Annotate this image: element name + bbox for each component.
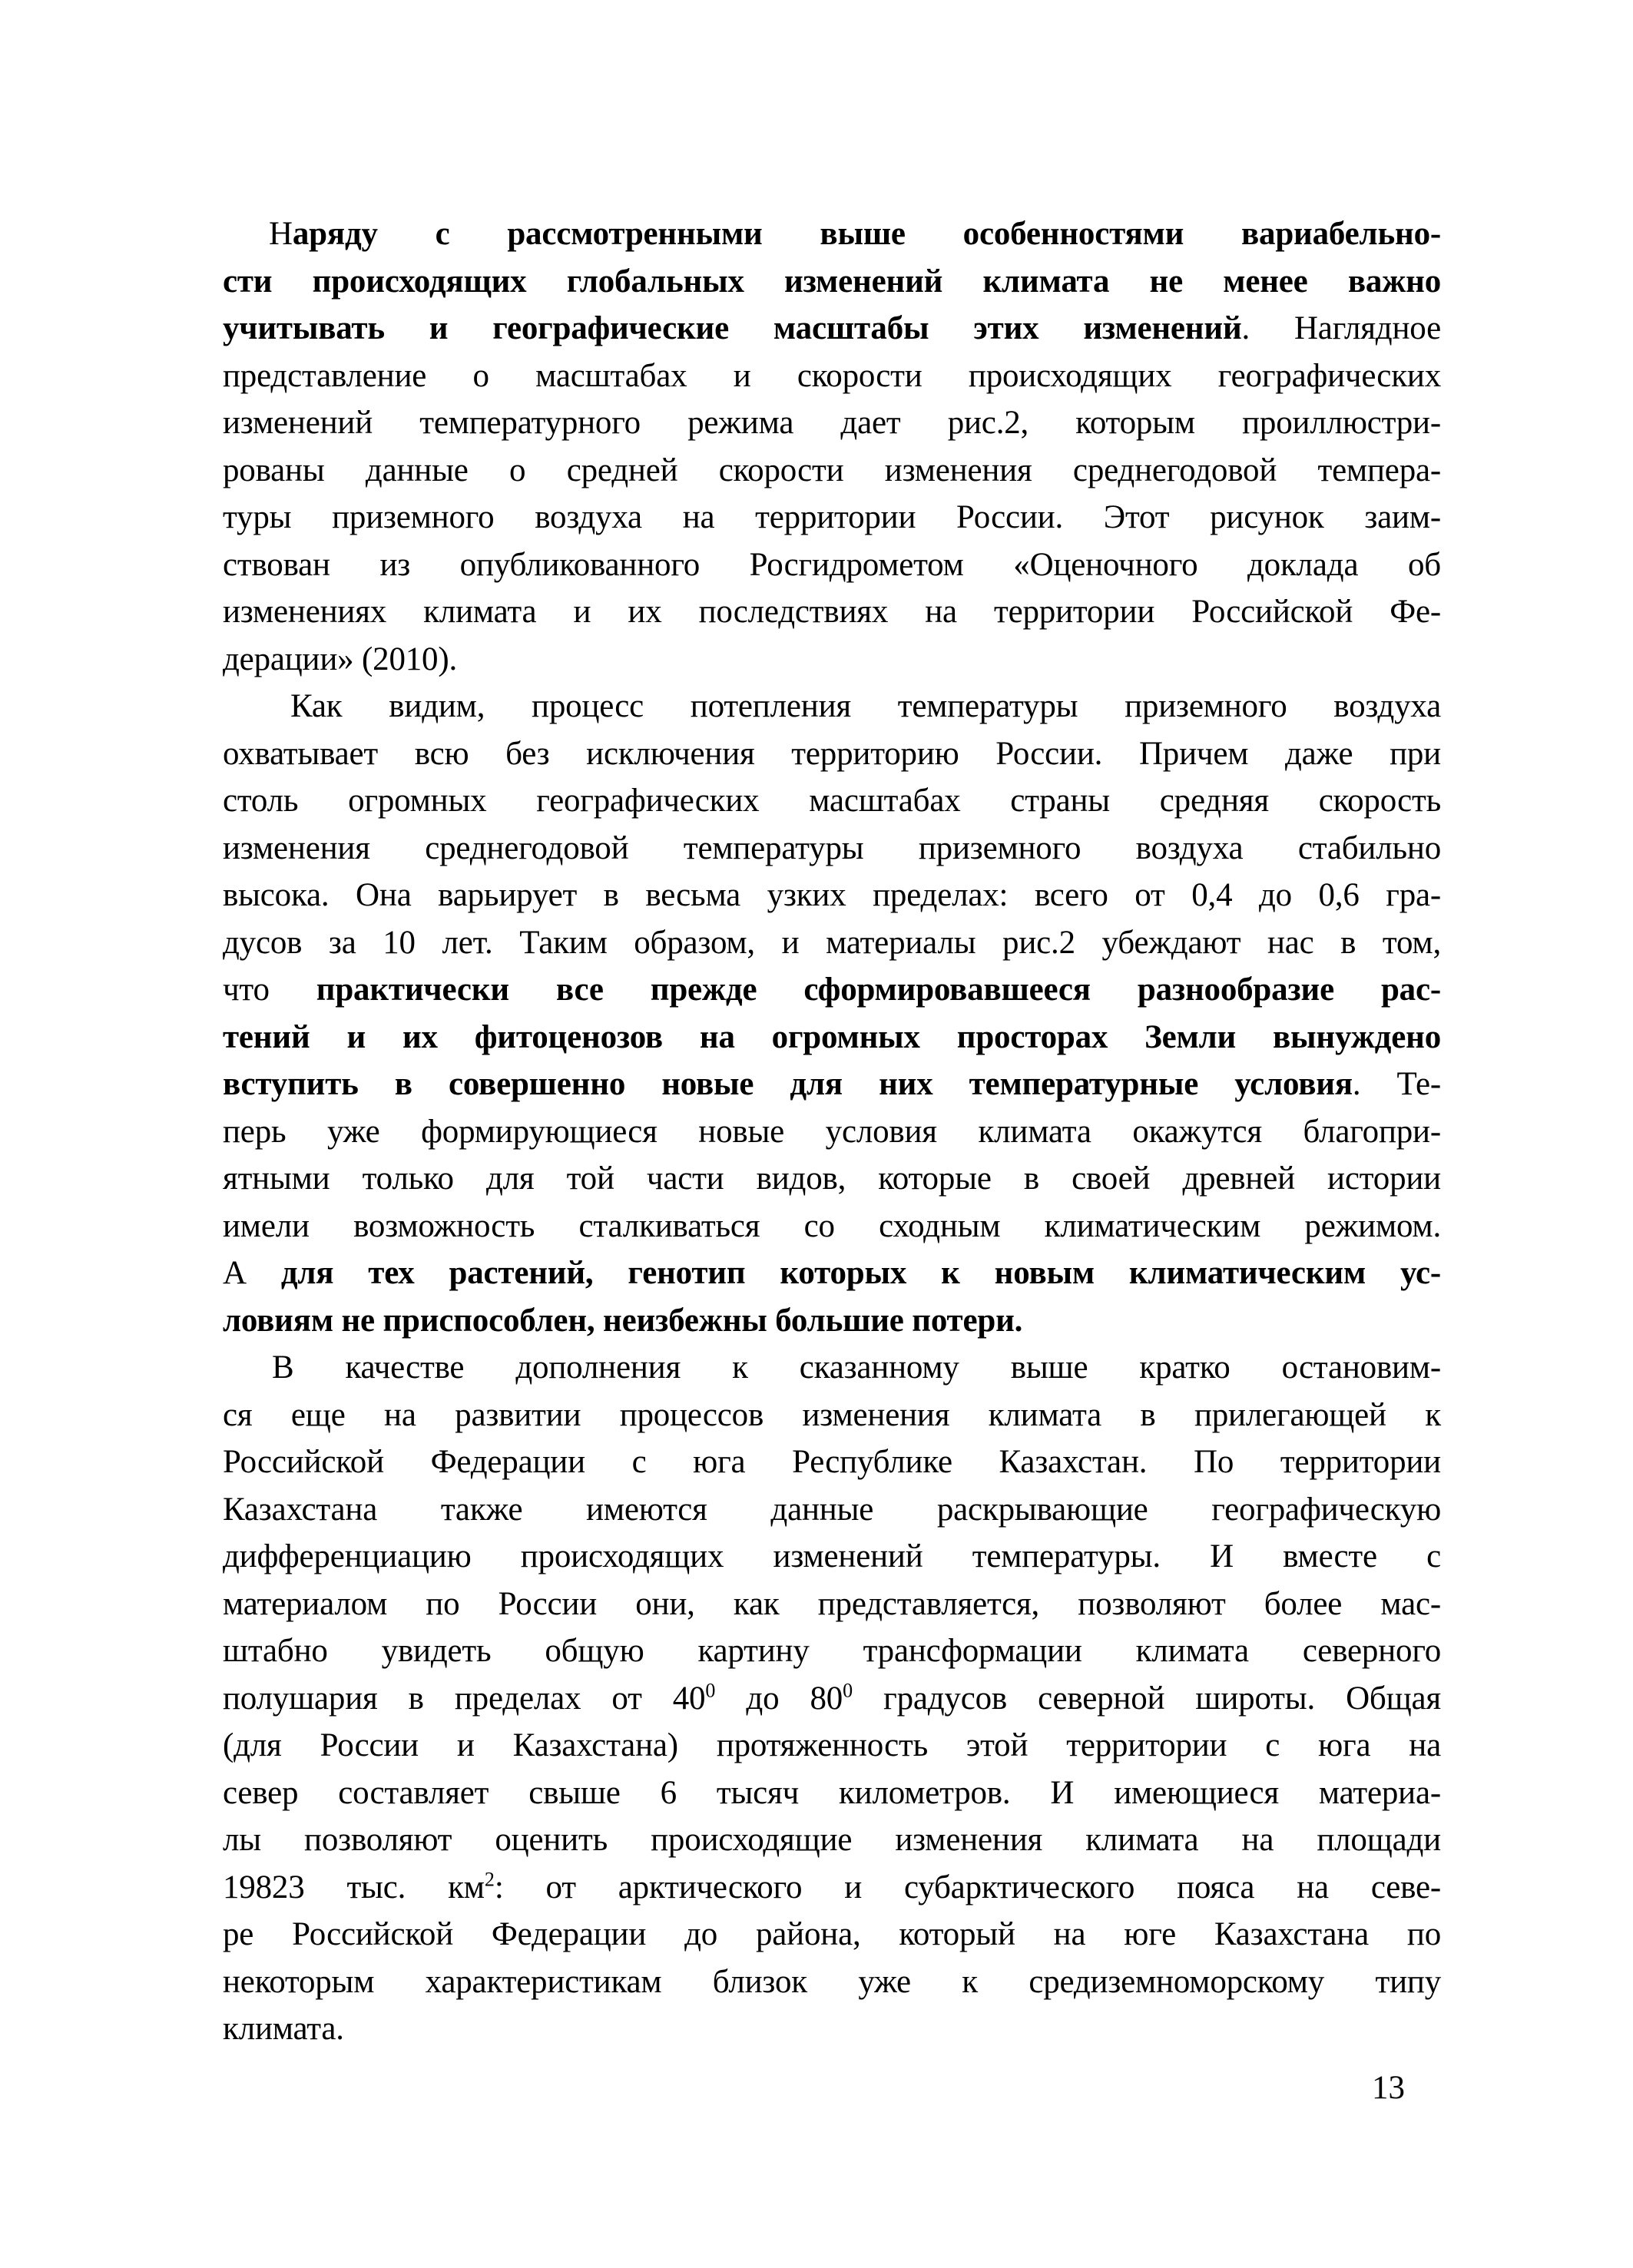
text-line	[223, 2005, 1441, 2053]
text-segment: В качестве дополнения к сказанному выше кратко остановим-	[272, 1349, 1441, 1386]
text-line	[223, 1722, 1441, 1770]
text-line	[223, 825, 1441, 872]
text-line	[223, 258, 1441, 306]
text-line	[223, 1297, 1441, 1345]
text-line	[223, 730, 1441, 778]
text-segment: высока. Она варьирует в весьма узких пределах: всего от 0,4 до 0,6 гра-	[223, 877, 1441, 913]
text-segment: Казахстана также имеются данные раскрывающие географическую	[223, 1491, 1441, 1528]
text-segment: 2	[484, 1868, 495, 1891]
text-segment: ствован из опубликованного Росгидрометом «Оценочного доклада об	[223, 546, 1441, 583]
text-line	[223, 1675, 1441, 1723]
text-line	[223, 872, 1441, 919]
text-segment: что	[223, 972, 316, 1008]
text-line	[223, 1911, 1441, 1958]
text-line	[223, 210, 1441, 258]
text-segment: градусов северной широты. Общая	[853, 1680, 1441, 1717]
text-segment: изменения среднегодовой температуры приземного воздуха стабильно	[223, 829, 1441, 866]
text-segment: дифференциацию происходящих изменений температуры. И вместе с	[223, 1538, 1441, 1574]
text-segment: : от арктического и субарктического пояса на севе-	[494, 1869, 1441, 1905]
text-line	[223, 353, 1441, 400]
text-line	[223, 966, 1441, 1014]
text-segment: ятными только для той части видов, которые в своей древней истории	[223, 1160, 1441, 1197]
text-segment: 0	[843, 1679, 853, 1702]
text-line	[223, 1864, 1441, 1912]
text-segment: до 80	[715, 1680, 843, 1717]
text-segment: Как видим, процесс потепления температуры приземного воздуха	[290, 688, 1441, 724]
text-column	[223, 210, 1441, 2053]
page-number: 13	[1372, 2070, 1405, 2106]
text-segment: материалом по России они, как представляется, позволяют более мас-	[223, 1585, 1441, 1622]
text-segment: полушария в пределах от 40	[223, 1680, 706, 1717]
text-segment: . Те-	[1352, 1066, 1441, 1102]
text-line	[223, 1250, 1441, 1297]
text-line	[223, 1958, 1441, 2006]
text-line	[223, 305, 1441, 353]
text-line	[223, 399, 1441, 447]
text-line	[223, 636, 1441, 684]
text-segment: практически все прежде сформировавшееся разнообразие рас-	[316, 972, 1441, 1008]
text-line	[223, 1392, 1441, 1439]
text-segment: аряду с рассмотренными выше особенностями вариабельно-	[292, 216, 1441, 252]
text-segment: север составляет свыше 6 тысяч километров. И имеющиеся материа-	[223, 1774, 1441, 1811]
text-segment: рованы данные о средней скорости изменения среднегодовой темпера-	[223, 452, 1441, 488]
text-segment: вступить в совершенно новые для них температурные условия	[223, 1066, 1353, 1102]
text-line	[223, 1816, 1441, 1864]
text-segment: столь огромных географических масштабах страны средняя скорость	[223, 783, 1441, 819]
text-line	[223, 1581, 1441, 1628]
text-segment: штабно увидеть общую картину трансформации климата северного	[223, 1633, 1441, 1669]
text-line	[223, 494, 1441, 541]
text-segment: некоторым характеристикам близок уже к средиземноморскому типу	[223, 1963, 1441, 2000]
text-segment: дусов за 10 лет. Таким образом, и материалы рис.2 убеждают нас в том,	[223, 924, 1441, 961]
text-segment: для тех растений, генотип которых к новым климатическим ус-	[280, 1255, 1441, 1291]
text-segment: ся еще на развитии процессов изменения климата в прилегающей к	[223, 1396, 1441, 1433]
text-segment: ловиям не приспособлен, неизбежны большие потери.	[223, 1302, 1023, 1339]
text-line	[223, 1770, 1441, 1817]
text-segment: сти происходящих глобальных изменений климата не менее важно	[223, 263, 1441, 300]
text-segment: дерации» (2010).	[223, 641, 458, 677]
text-segment: ре Российской Федерации до района, который на юге Казахстана по	[223, 1916, 1441, 1952]
text-line	[223, 683, 1441, 730]
text-line	[223, 1344, 1441, 1392]
text-segment: туры приземного воздуха на территории России. Этот рисунок заим-	[223, 499, 1441, 535]
text-line	[223, 588, 1441, 636]
text-segment: лы позволяют оценить происходящие изменения климата на площади	[223, 1822, 1441, 1858]
text-segment: учитывать и географические масштабы этих изменений	[223, 310, 1242, 346]
text-line	[223, 447, 1441, 495]
text-line	[223, 1533, 1441, 1581]
text-line	[223, 1439, 1441, 1486]
text-segment: представление о масштабах и скорости происходящих географических	[223, 357, 1441, 394]
text-segment: А	[223, 1255, 281, 1291]
text-line	[223, 777, 1441, 825]
text-segment: охватывает всю без исключения территорию России. Причем даже при	[223, 735, 1441, 772]
text-segment: . Наглядное	[1241, 310, 1441, 346]
text-line	[223, 1155, 1441, 1203]
text-segment: тений и их фитоценозов на огромных просторах Земли вынуждено	[223, 1018, 1441, 1055]
text-segment: имели возможность сталкиваться со сходным климатическим режимом.	[223, 1207, 1441, 1244]
text-segment: Н	[269, 216, 293, 252]
text-line	[223, 1627, 1441, 1675]
text-line	[223, 1061, 1441, 1108]
text-line	[223, 1014, 1441, 1061]
text-segment: климата.	[223, 2011, 344, 2047]
text-line	[223, 919, 1441, 967]
text-line	[223, 541, 1441, 589]
text-segment: Российской Федерации с юга Республике Казахстан. По территории	[223, 1444, 1441, 1480]
text-segment: 19823 тыс. км	[223, 1869, 485, 1905]
text-segment: изменений температурного режима дает рис.2, которым проиллюстри-	[223, 405, 1441, 441]
text-segment: (для России и Казахстана) протяженность этой территории с юга на	[223, 1727, 1441, 1763]
text-segment: 0	[705, 1679, 716, 1702]
text-line	[223, 1486, 1441, 1534]
text-segment: перь уже формирующиеся новые условия климата окажутся благопри-	[223, 1113, 1441, 1150]
text-line	[223, 1203, 1441, 1250]
text-segment: изменениях климата и их последствиях на территории Российской Фе-	[223, 594, 1441, 630]
text-line	[223, 1108, 1441, 1156]
